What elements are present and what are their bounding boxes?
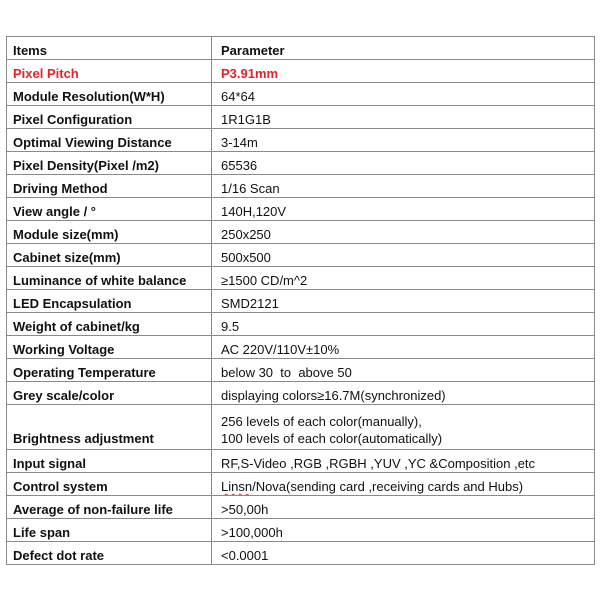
- row-param-value: 64*64: [212, 83, 595, 106]
- row-param-value: 3-14m: [212, 129, 595, 152]
- row-param-value: 1/16 Scan: [212, 175, 595, 198]
- table-header-row: [7, 37, 595, 60]
- param-rest: /Nova(sending card ,receiving cards and Hubs): [252, 479, 524, 494]
- table-row: [7, 60, 595, 83]
- table-row: [7, 359, 595, 382]
- row-param-value: SMD2121: [212, 290, 595, 313]
- table-row: [7, 106, 595, 129]
- table-row: [7, 519, 595, 542]
- row-item-label: Brightness adjustment: [7, 405, 212, 450]
- row-param-value: RF,S-Video ,RGB ,RGBH ,YUV ,YC &Composition ,etc: [212, 450, 595, 473]
- row-item-label: Operating Temperature: [7, 359, 212, 382]
- row-item-label: Weight of cabinet/kg: [7, 313, 212, 336]
- table-row: [7, 244, 595, 267]
- row-param-value: AC 220V/110V±10%: [212, 336, 595, 359]
- spec-table: [6, 36, 595, 565]
- row-param-value: 65536: [212, 152, 595, 175]
- row-item-label: Grey scale/color: [7, 382, 212, 405]
- row-param-value: 140H,120V: [212, 198, 595, 221]
- table-row: [7, 496, 595, 519]
- row-param-value: P3.91mm: [212, 60, 595, 83]
- param-line-1: 256 levels of each color(manually),: [221, 414, 422, 429]
- table-row: [7, 290, 595, 313]
- row-item-label: Optimal Viewing Distance: [7, 129, 212, 152]
- table-row: [7, 313, 595, 336]
- row-item-label: Pixel Pitch: [7, 60, 212, 83]
- row-param-value: 1R1G1B: [212, 106, 595, 129]
- table-row: [7, 221, 595, 244]
- row-param-value: 9.5: [212, 313, 595, 336]
- table-row: [7, 473, 595, 496]
- row-item-label: Driving Method: [7, 175, 212, 198]
- table-row: [7, 542, 595, 565]
- param-line-2: 100 levels of each color(automatically): [221, 431, 443, 446]
- row-item-label: Control system: [7, 473, 212, 496]
- row-param-value: >100,000h: [212, 519, 595, 542]
- spellcheck-word: Linsn: [221, 479, 253, 494]
- row-item-label: Luminance of white balance: [7, 267, 212, 290]
- row-item-label: Module size(mm): [7, 221, 212, 244]
- row-item-label: Life span: [7, 519, 212, 542]
- row-param-value: 500x500: [212, 244, 595, 267]
- row-param-value: <0.0001: [212, 542, 595, 565]
- row-item-label: Defect dot rate: [7, 542, 212, 565]
- table-row: [7, 405, 595, 450]
- row-item-label: Working Voltage: [7, 336, 212, 359]
- row-param-value: >50,00h: [212, 496, 595, 519]
- header-items: Items: [7, 37, 212, 60]
- row-param-value: [212, 405, 595, 450]
- table-row: [7, 450, 595, 473]
- table-row: [7, 336, 595, 359]
- row-item-label: View angle / °: [7, 198, 212, 221]
- row-item-label: Module Resolution(W*H): [7, 83, 212, 106]
- row-item-label: LED Encapsulation: [7, 290, 212, 313]
- header-parameter: Parameter: [212, 37, 595, 60]
- row-param-value: below 30 to above 50: [212, 359, 595, 382]
- row-param-value: ≥1500 CD/m^2: [212, 267, 595, 290]
- table-row: [7, 382, 595, 405]
- table-row: [7, 175, 595, 198]
- table-row: [7, 198, 595, 221]
- table-row: [7, 152, 595, 175]
- row-param-value: displaying colors≥16.7M(synchronized): [212, 382, 595, 405]
- row-item-label: Pixel Density(Pixel /m2): [7, 152, 212, 175]
- table-row: [7, 129, 595, 152]
- row-param-value: [212, 473, 595, 496]
- row-param-value: 250x250: [212, 221, 595, 244]
- row-item-label: Cabinet size(mm): [7, 244, 212, 267]
- table-row: [7, 267, 595, 290]
- row-item-label: Input signal: [7, 450, 212, 473]
- row-item-label: Average of non-failure life: [7, 496, 212, 519]
- row-item-label: Pixel Configuration: [7, 106, 212, 129]
- table-row: [7, 83, 595, 106]
